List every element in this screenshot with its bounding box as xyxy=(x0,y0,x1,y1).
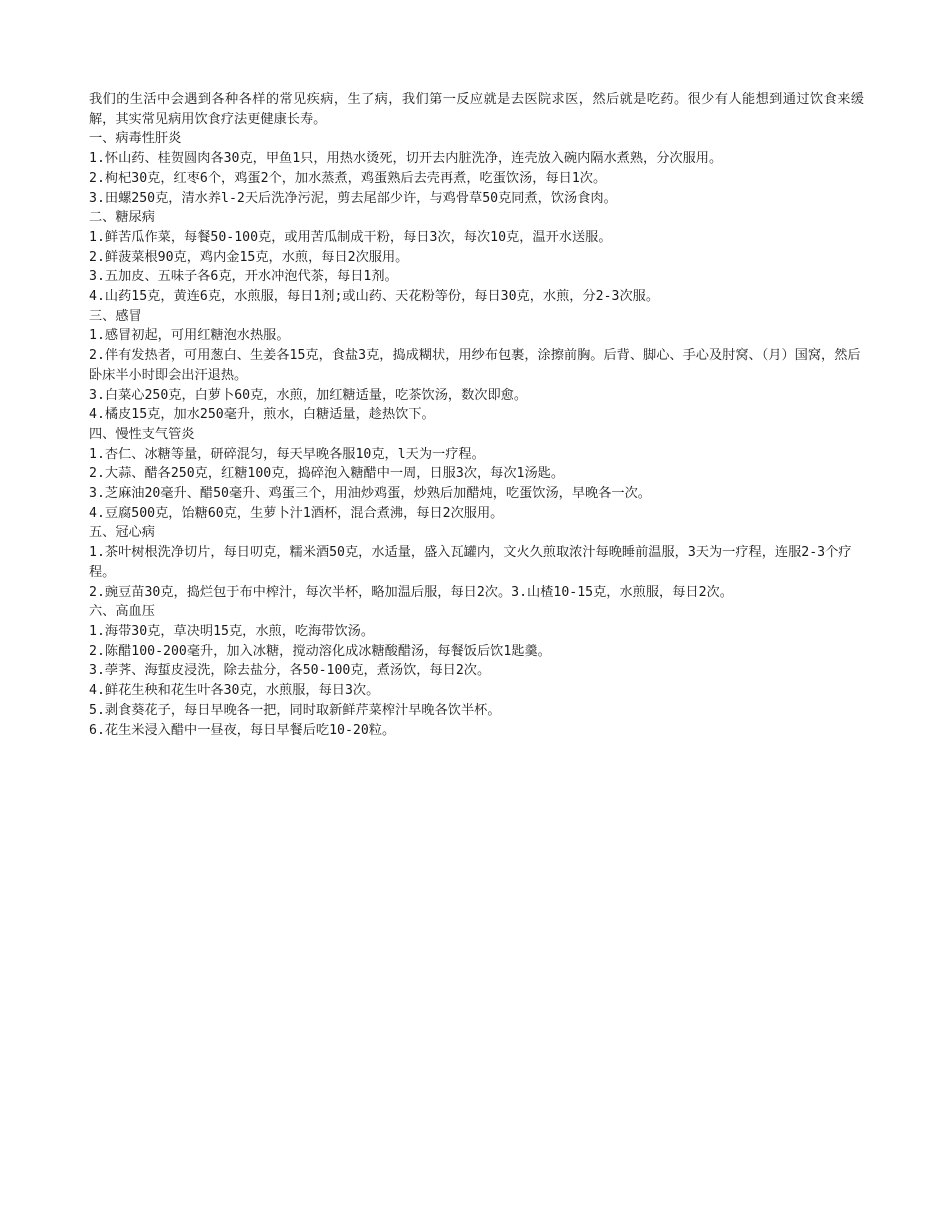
section-hypertension xyxy=(89,602,864,740)
section-heading: 四、慢性支气管炎 xyxy=(89,426,195,442)
list-item: 2.陈醋100-200毫升，加入冰糖，搅动溶化成冰糖酸醋汤，每餐饭后饮1匙羹。 xyxy=(89,643,551,659)
intro-paragraph: 我们的生活中会遇到各种各样的常见疾病，生了病，我们第一反应就是去医院求医，然后就是吃药。很少有人能想到通过饮食来缓解，其实常见病用饮食疗法更健康长寿。 xyxy=(89,92,864,127)
list-item: 5.剥食葵花子，每日早晚各一把，同时取新鲜芹菜榨汁早晚各饮半杯。 xyxy=(89,702,501,718)
section-cold xyxy=(89,307,864,425)
list-item: 3.荸荠、海蜇皮浸洗，除去盐分，各50-100克，煮汤饮，每日2次。 xyxy=(89,663,491,679)
list-item: 1.鲜苦瓜作菜，每餐50-100克，或用苦瓜制成干粉，每日3次，每次10克，温开水送服。 xyxy=(89,229,612,245)
section-heading: 三、感冒 xyxy=(89,308,142,324)
section-viral-hepatitis xyxy=(89,129,864,208)
list-item: 1.杏仁、冰糖等量，研碎混匀，每天早晚各服10克，l天为一疗程。 xyxy=(89,446,485,462)
list-item: 6.花生米浸入醋中一昼夜，每日早餐后吃10-20粒。 xyxy=(89,722,396,738)
list-item: 3.白菜心250克，白萝卜60克，水煎，加红糖适量，吃茶饮汤，数次即愈。 xyxy=(89,387,528,403)
list-item: 3.五加皮、五味子各6克，开水冲泡代茶，每日1剂。 xyxy=(89,269,398,285)
list-item: 4.山药15克，黄连6克，水煎服，每日1剂;或山药、天花粉等份，每日30克，水煎，分2-3次服。 xyxy=(89,289,660,305)
section-heading: 五、冠心病 xyxy=(89,525,155,541)
list-item: 2.枸杞30克，红枣6个，鸡蛋2个，加水蒸煮，鸡蛋熟后去壳再煮，吃蛋饮汤，每日1次。 xyxy=(89,170,607,186)
list-item: 4.鲜花生秧和花生叶各30克，水煎服，每日3次。 xyxy=(89,683,380,699)
list-item: 3.芝麻油20毫升、醋50毫升、鸡蛋三个，用油炒鸡蛋，炒熟后加醋炖，吃蛋饮汤，早晚各一次。 xyxy=(89,486,651,502)
section-heading: 一、病毒性肝炎 xyxy=(89,131,182,147)
list-item: 2.伴有发热者，可用葱白、生姜各15克，食盐3克，捣成糊状，用纱布包裹，涂擦前胸。后背、脚心、手心及肘窝、（月）国窝，然后卧床半小时即会出汗退热。 xyxy=(89,348,861,383)
list-item: 1.茶叶树根洗净切片，每日叨克，糯米酒50克，水适量，盛入瓦罐内，文火久煎取浓汁每晚睡前温服，3天为一疗程，连服2-3个疗程。 xyxy=(89,545,852,580)
list-item: 1.海带30克，草决明15克，水煎，吃海带饮汤。 xyxy=(89,623,375,639)
list-item: 2.大蒜、醋各250克，红糖100克，捣碎泡入糖醋中一周，日服3次，每次1汤匙。 xyxy=(89,466,565,482)
section-diabetes xyxy=(89,208,864,307)
list-item: 1.感冒初起，可用红糖泡水热服。 xyxy=(89,328,290,344)
section-coronary-heart-disease xyxy=(89,523,864,602)
section-heading: 六、高血压 xyxy=(89,604,155,620)
document-body xyxy=(89,90,864,740)
list-item: 2.豌豆苗30克，捣烂包于布中榨汁，每次半杯，略加温后服，每日2次。3.山楂10-15克，水煎服，每日2次。 xyxy=(89,584,733,600)
section-heading: 二、糖尿病 xyxy=(89,210,155,226)
list-item: 1.怀山药、桂贺圆肉各30克，甲鱼1只，用热水烫死，切开去内脏洗净，连壳放入碗内隔水煮熟，分次服用。 xyxy=(89,151,723,167)
list-item: 4.橘皮15克，加水250毫升，煎水，白糖适量，趁热饮下。 xyxy=(89,407,435,423)
list-item: 4.豆腐500克，饴糖60克，生萝卜汁1酒杯，混合煮沸，每日2次服用。 xyxy=(89,505,504,521)
list-item: 2.鲜菠菜根90克，鸡内金15克，水煎，每日2次服用。 xyxy=(89,249,409,265)
list-item: 3.田螺250克，清水养l-2天后洗净污泥，剪去尾部少许，与鸡骨草50克同煮，饮汤食肉。 xyxy=(89,190,617,206)
section-chronic-bronchitis xyxy=(89,425,864,524)
